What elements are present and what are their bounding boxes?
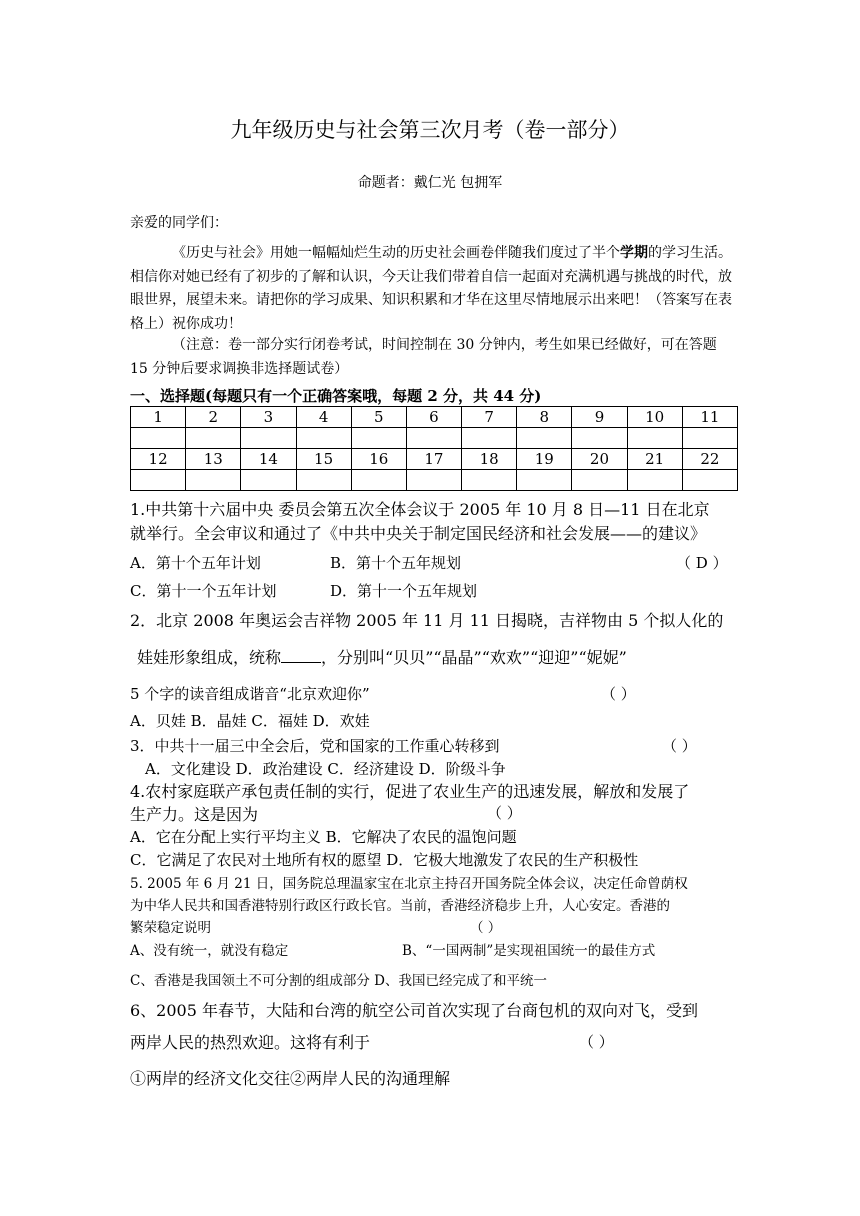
q4-stem-line1: 4.农村家庭联产承包责任制的实行，促进了农业生产的迅速发展，解放和发展了 bbox=[130, 782, 690, 801]
intro-paragraph bbox=[130, 242, 735, 336]
q4-answer-paren: （ ） bbox=[487, 804, 522, 822]
q4-options-cd: C．它满足了农民对土地所有权的愿望 D．它极大地激发了农民的生产积极性 bbox=[130, 851, 639, 869]
answer-blank-cell[interactable] bbox=[572, 470, 627, 491]
q3-options: A．文化建设 D．政治建设 C．经济建设 D．阶级斗争 bbox=[145, 760, 506, 778]
notice-paragraph: （注意：卷一部分实行闭卷考试，时间控制在 30 分钟内，考生如果已经做好，可在答题 15 分钟后要求调换非选择题试卷） bbox=[130, 337, 717, 377]
q2-answer-paren: （ ） bbox=[601, 685, 636, 703]
q2-options: A．贝娃 B．晶娃 C．福娃 D．欢娃 bbox=[130, 712, 370, 730]
answer-blank-cell[interactable] bbox=[296, 470, 351, 491]
q5-options-cd: C、香港是我国领土不可分割的组成部分 D、我国已经完成了和平统一 bbox=[130, 973, 547, 989]
q1-option-b: B．第十个五年规划 bbox=[330, 554, 462, 572]
intro-text-after: 的学习生活。相信你对她已经有了初步的了解和认识，今天让我们带着自信一起面对充满机遇与挑战的时代，放眼世界，展望未来。请把你的学习成果、知识积累和才华在这里尽情地展示出来吧！（答案写在表格上）祝你成功！ bbox=[130, 245, 732, 332]
answer-blank-cell[interactable] bbox=[682, 470, 737, 491]
answer-table bbox=[130, 406, 738, 491]
answer-blank-cell[interactable] bbox=[517, 470, 572, 491]
answer-number-cell: 5 bbox=[351, 407, 406, 428]
q3-stem: 3．中共十一届三中全会后，党和国家的工作重心转移到 bbox=[130, 737, 500, 755]
answer-blank-cell[interactable] bbox=[627, 428, 682, 449]
q3-answer-paren: （ ） bbox=[662, 737, 697, 755]
q1-stem-line2: 就举行。全会审议和通过了《中共中央关于制定国民经济和社会发展——的建议》 bbox=[130, 524, 707, 543]
q4-options-ab: A．它在分配上实行平均主义 B．它解决了农民的温饱问题 bbox=[130, 828, 517, 846]
answer-number-cell: 16 bbox=[351, 449, 406, 470]
answer-blank-cell[interactable] bbox=[186, 470, 241, 491]
q2-stem-line3: 5 个字的读音组成谐音“北京欢迎你” bbox=[130, 685, 370, 703]
section-heading: 一、选择题(每题只有一个正确答案哦，每题 2 分，共 44 分) bbox=[130, 387, 542, 405]
q2-stem-line2-b: ，分别叫“贝贝”“晶晶”“欢欢”“迎迎”“妮妮” bbox=[321, 648, 627, 667]
answer-blank-row bbox=[131, 428, 738, 449]
answer-blank-cell[interactable] bbox=[241, 470, 296, 491]
answer-blank-cell[interactable] bbox=[131, 470, 186, 491]
answer-blank-cell[interactable] bbox=[296, 428, 351, 449]
answer-number-cell: 6 bbox=[406, 407, 461, 428]
authors-line: 命题者：戴仁光 包拥军 bbox=[357, 175, 503, 191]
answer-number-cell: 22 bbox=[682, 449, 737, 470]
answer-number-cell: 14 bbox=[241, 449, 296, 470]
answer-number-cell: 15 bbox=[296, 449, 351, 470]
answer-blank-cell[interactable] bbox=[462, 470, 517, 491]
answer-blank-cell[interactable] bbox=[241, 428, 296, 449]
q1-option-c: C．第十一个五年计划 bbox=[130, 582, 277, 600]
answer-number-cell: 10 bbox=[627, 407, 682, 428]
answer-number-cell: 20 bbox=[572, 449, 627, 470]
page-title: 九年级历史与社会第三次月考（卷一部分） bbox=[230, 118, 630, 142]
q2-stem-line1: 2．北京 2008 年奥运会吉祥物 2005 年 11 月 11 日揭晓，吉祥物由 5 个拟人化的 bbox=[130, 611, 724, 630]
answer-number-cell: 4 bbox=[296, 407, 351, 428]
q1-stem-line1: 1.中共第十六届中央 委员会第五次全体会议于 2005 年 10 月 8 日—11 日在北京 bbox=[130, 500, 710, 519]
answer-number-cell: 18 bbox=[462, 449, 517, 470]
answer-blank-cell[interactable] bbox=[572, 428, 627, 449]
answer-blank-cell[interactable] bbox=[627, 470, 682, 491]
answer-number-cell: 19 bbox=[517, 449, 572, 470]
q2-fill-blank[interactable] bbox=[281, 648, 321, 663]
q1-answer: （ D ） bbox=[676, 554, 728, 572]
q2-stem-line2-a: 娃娃形象组成，统称 bbox=[137, 648, 282, 667]
q1-option-a: A．第十个五年计划 bbox=[130, 554, 261, 572]
answer-number-cell: 11 bbox=[682, 407, 737, 428]
intro-text-before: 《历史与社会》用她一幅幅灿烂生动的历史社会画卷伴随我们度过了半个 bbox=[172, 245, 620, 261]
answer-number-cell: 8 bbox=[517, 407, 572, 428]
answer-number-cell: 2 bbox=[186, 407, 241, 428]
q5-answer-paren: （ ） bbox=[470, 920, 502, 936]
answer-blank-cell[interactable] bbox=[406, 470, 461, 491]
answer-number-cell: 1 bbox=[131, 407, 186, 428]
answer-number-row bbox=[131, 407, 738, 428]
answer-number-cell: 21 bbox=[627, 449, 682, 470]
answer-number-cell: 9 bbox=[572, 407, 627, 428]
q6-stem-line2: 两岸人民的热烈欢迎。这将有利于 bbox=[130, 1033, 371, 1052]
q1-option-d: D．第十一个五年规划 bbox=[330, 582, 478, 600]
q5-stem-line1: 5. 2005 年 6 月 21 日，国务院总理温家宝在北京主持召开国务院全体会议，决定任命曾荫权 bbox=[130, 876, 688, 892]
answer-number-row bbox=[131, 449, 738, 470]
q5-option-a: A、没有统一，就没有稳定 bbox=[130, 943, 289, 959]
answer-blank-cell[interactable] bbox=[351, 428, 406, 449]
answer-blank-cell[interactable] bbox=[186, 428, 241, 449]
q6-stem-line3: ①两岸的经济文化交往②两岸人民的沟通理解 bbox=[130, 1069, 451, 1088]
greeting: 亲爱的同学们： bbox=[130, 215, 228, 231]
q6-answer-paren: （ ） bbox=[579, 1033, 614, 1051]
q4-stem-line2: 生产力。这是因为 bbox=[130, 805, 259, 824]
intro-text-bold: 学期 bbox=[620, 245, 648, 261]
q5-stem-line3: 繁荣稳定说明 bbox=[130, 920, 211, 936]
answer-number-cell: 17 bbox=[406, 449, 461, 470]
answer-number-cell: 13 bbox=[186, 449, 241, 470]
answer-blank-cell[interactable] bbox=[406, 428, 461, 449]
q6-stem-line1: 6、2005 年春节，大陆和台湾的航空公司首次实现了台商包机的双向对飞，受到 bbox=[130, 1001, 698, 1020]
answer-blank-row bbox=[131, 470, 738, 491]
answer-blank-cell[interactable] bbox=[351, 470, 406, 491]
answer-number-cell: 3 bbox=[241, 407, 296, 428]
answer-number-cell: 12 bbox=[131, 449, 186, 470]
q5-option-b: B、“一国两制”是实现祖国统一的最佳方式 bbox=[402, 943, 656, 959]
answer-blank-cell[interactable] bbox=[131, 428, 186, 449]
answer-number-cell: 7 bbox=[462, 407, 517, 428]
q2-stem-line2 bbox=[137, 645, 627, 668]
q5-stem-line2: 为中华人民共和国香港特别行政区行政长官。当前，香港经济稳步上升，人心安定。香港的 bbox=[130, 898, 670, 914]
answer-blank-cell[interactable] bbox=[682, 428, 737, 449]
answer-blank-cell[interactable] bbox=[462, 428, 517, 449]
answer-blank-cell[interactable] bbox=[517, 428, 572, 449]
